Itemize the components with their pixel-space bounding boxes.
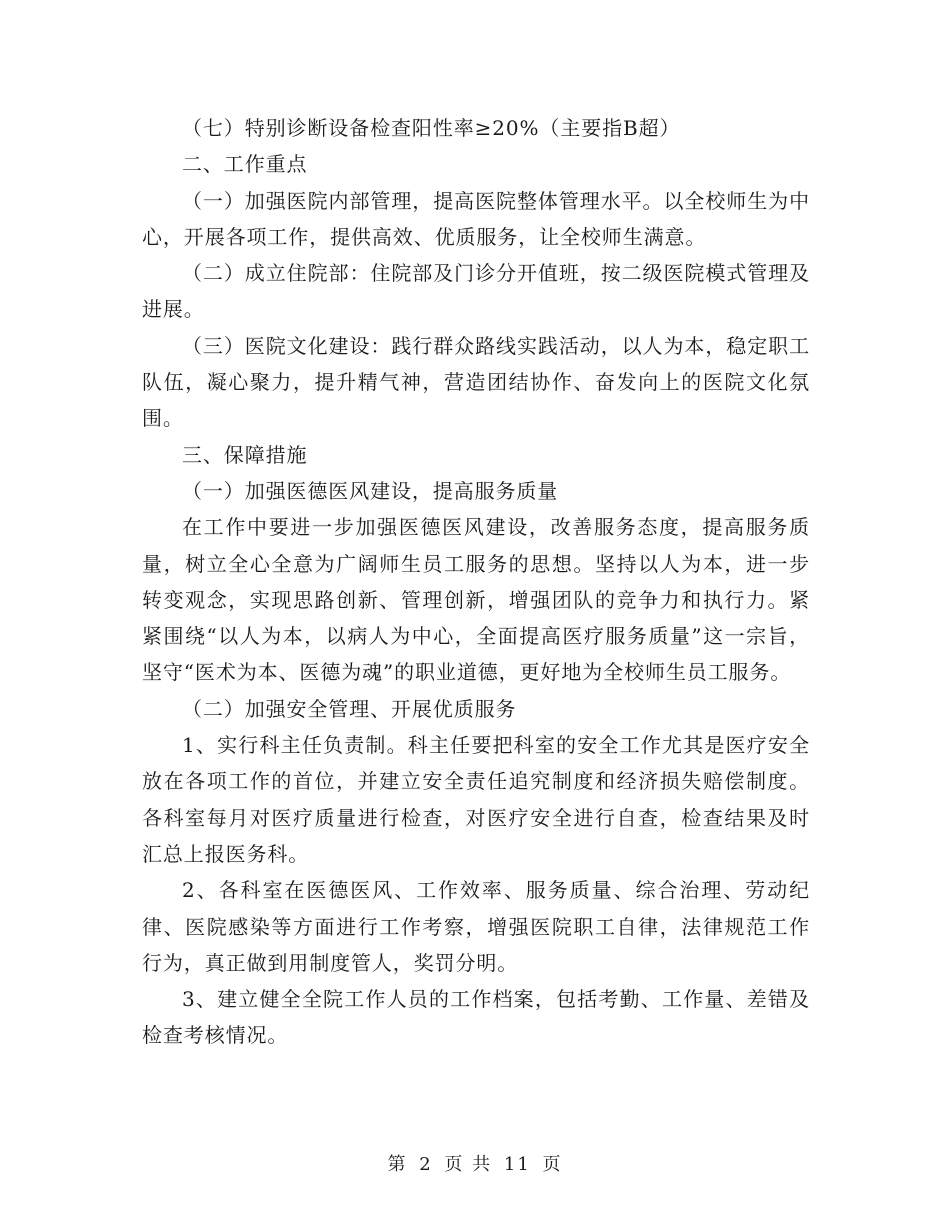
- paragraph-diagnostic-positive-rate: （七）特别诊断设备检查阳性率≥20%（主要指B超）: [182, 116, 681, 140]
- subheading-safety-management: （二）加强安全管理、开展优质服务: [182, 696, 517, 721]
- paragraph-medical-ethics-details: 在工作中要进一步加强医德医风建设，改善服务态度，提高服务质量，树立全心全意为广阔师生员工服务的思想。坚持以人为本，进一步转变观念，实现思路创新、管理创新，增强团队的竞争力和执行力。紧紧围绕“以人为本，以病人为中心，全面提高医疗服务质量”这一宗旨，坚守“医术为本、医德为魂”的职业道德，更好地为全校师生员工服务。: [142, 515, 810, 685]
- total-pages-number: 11: [503, 1154, 531, 1175]
- document-body: [142, 110, 810, 1054]
- page-label-mid: 页 共: [444, 1154, 493, 1175]
- page-number-footer: [0, 1150, 950, 1176]
- paragraph-director-responsibility: 1、实行科主任负责制。科主任要把科室的安全工作尤其是医疗安全放在各项工作的首位，并建立安全责任追究制度和经济损失赔偿制度。各科室每月对医疗质量进行检查，对医疗安全进行自查，检查结果及时汇总上报医务科。: [142, 733, 810, 866]
- paragraph-hospital-culture: （三）医院文化建设：践行群众路线实践活动，以人为本，稳定职工队伍，凝心聚力，提升精气神，营造团结协作、奋发向上的医院文化氛围。: [142, 333, 810, 431]
- paragraph-department-assessment: 2、各科室在医德医风、工作效率、服务质量、综合治理、劳动纪律、医院感染等方面进行工作考察，增强医院职工自律，法律规范工作行为，真正做到用制度管人，奖罚分明。: [142, 878, 810, 975]
- paragraph-inpatient-department: （二）成立住院部：住院部及门诊分开值班，按二级医院模式管理及进展。: [142, 261, 810, 322]
- section-heading-work-focus: 二、工作重点: [182, 152, 308, 177]
- subheading-medical-ethics: （一）加强医德医风建设，提高服务质量: [182, 478, 559, 503]
- paragraph-internal-management: （一）加强医院内部管理，提高医院整体管理水平。以全校师生为中心，开展各项工作，提供高效、优质服务，让全校师生满意。: [142, 188, 810, 249]
- current-page-number: 2: [419, 1154, 433, 1175]
- page-label-suffix: 页: [542, 1154, 563, 1175]
- paragraph-staff-records: 3、建立健全全院工作人员的工作档案，包括考勤、工作量、差错及检查考核情况。: [142, 987, 810, 1048]
- section-heading-safeguards: 三、保障措施: [182, 442, 308, 467]
- page-label-prefix: 第: [387, 1154, 408, 1175]
